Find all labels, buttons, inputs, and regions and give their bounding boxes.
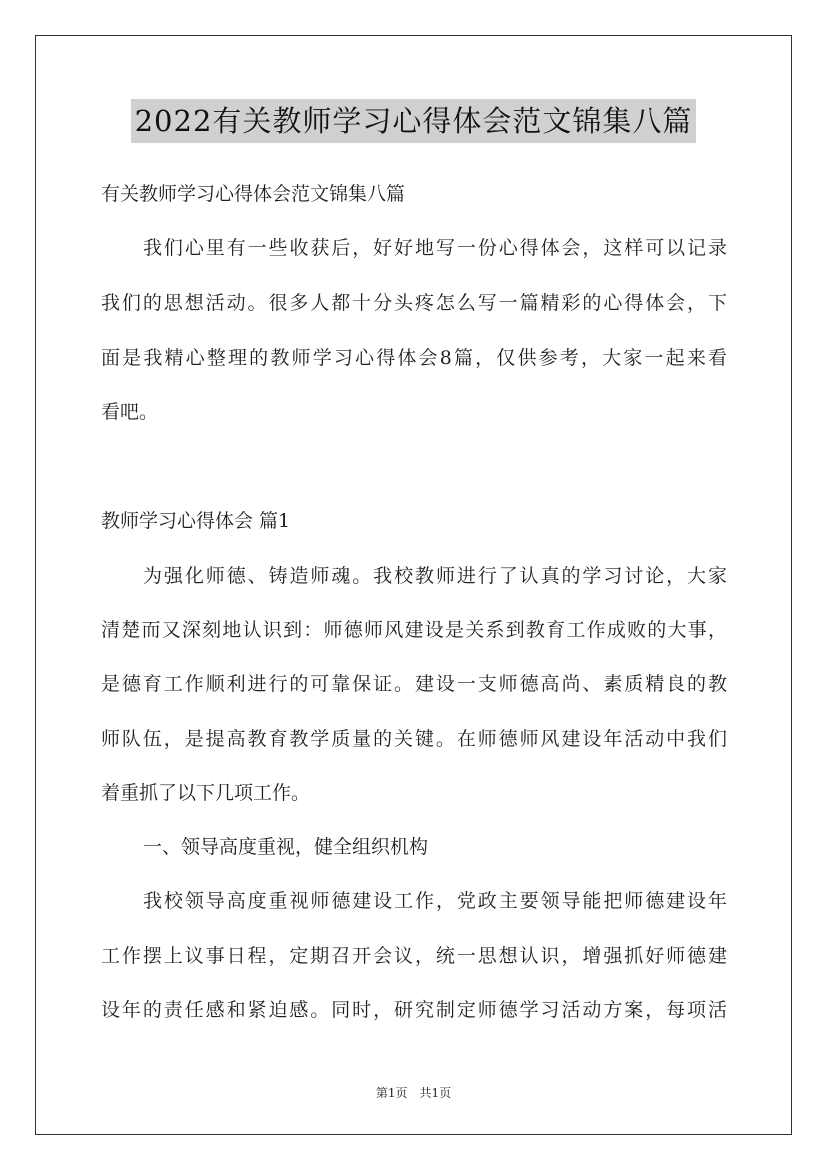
section-line-1: 为强化师德、铸造师魂。我校教师进行了认真的学习讨论，大家 (143, 565, 727, 587)
document-title: 2022有关教师学习心得体会范文锦集八篇 (131, 99, 697, 143)
section-line-5: 着重抓了以下几项工作。 (101, 782, 311, 804)
intro-line-4: 看吧。 (101, 401, 159, 423)
intro-line-1: 我们心里有一些收获后，好好地写一份心得体会，这样可以记录 (143, 237, 727, 259)
title-block (0, 99, 827, 143)
document-subtitle: 有关教师学习心得体会范文锦集八篇 (101, 183, 406, 205)
point-line-2: 工作摆上议事日程，定期召开会议，统一思想认识，增强抓好师德建 (101, 945, 727, 967)
point-heading: 一、领导高度重视，健全组织机构 (143, 836, 429, 858)
page-footer (0, 1085, 827, 1101)
point-line-1: 我校领导高度重视师德建设工作，党政主要领导能把师德建设年 (143, 890, 727, 912)
section-line-2: 清楚而又深刻地认识到：师德师风建设是关系到教育工作成败的大事， (101, 619, 727, 641)
intro-line-2: 我们的思想活动。很多人都十分头疼怎么写一篇精彩的心得体会，下 (101, 292, 727, 314)
intro-line-3: 面是我精心整理的教师学习心得体会8篇，仅供参考，大家一起来看 (101, 347, 727, 369)
section-line-4: 师队伍，是提高教育教学质量的关键。在师德师风建设年活动中我们 (101, 728, 727, 750)
page-number: 第1页 (375, 1086, 408, 1100)
page-total: 共1页 (419, 1086, 452, 1100)
point-line-3: 设年的责任感和紧迫感。同时，研究制定师德学习活动方案，每项活 (101, 999, 727, 1021)
section-line-3: 是德育工作顺利进行的可靠保证。建设一支师德高尚、素质精良的教 (101, 673, 727, 695)
section-heading: 教师学习心得体会 篇1 (101, 510, 291, 532)
